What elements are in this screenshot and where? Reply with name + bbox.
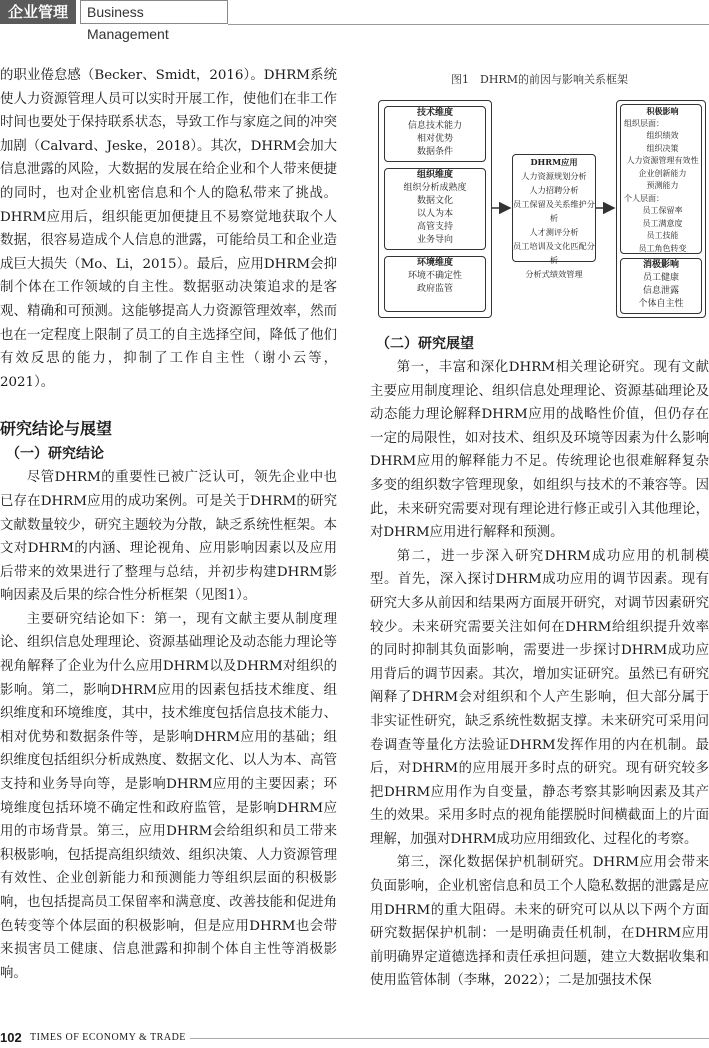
box-item: 组织决策 xyxy=(646,143,679,153)
page-header xyxy=(0,0,709,42)
box-item: 信息技术能力 xyxy=(407,121,462,131)
negative-impact-box xyxy=(620,258,702,314)
figure-1 xyxy=(370,70,709,320)
box-title: DHRM应用 xyxy=(530,157,578,167)
section-label-en: Business Management xyxy=(80,0,228,24)
box-item: 数据条件 xyxy=(416,147,453,157)
subsection-title: （一）研究结论 xyxy=(6,446,104,463)
box-item: 员工培训及文化匹配分析 xyxy=(513,241,595,265)
box-item: 信息泄露 xyxy=(642,286,679,296)
paragraph: 主要研究结论如下：第一，现有文献主要从制度理论、组织信息处理理论、资源基础理论及动态能力理论等视角解释了企业为什么应用DHRM以及DHRM对组织的影响。第二，影响DHRM应用的因素包括技术维度、组织维度和环境维度，其中，技术维度包括信息技术能力、相对优势和数据条件等，是影响DHRM应用的基础；组织维度包括组织分析成熟度、数据文化、以人为本、高管支持和业务导向等，是影响DHRM应用的主要因素；环境维度包括环境不确定性和政府监管，是影响DHRM应用的市场背景。第三，应用DHRM会给组织和员工带来积极影响，包括提高组织绩效、组织决策、人力资源管理有效性、企业创新能力和预测能力等组织层面的积极影响，也包括提高员工保留率和满意度、改善技能和促进角色转变等个体层面的积极影响，但是应用DHRM也会带来损害员工健康、信息泄露和抑制个体自主性等消极影响。 xyxy=(0,611,337,981)
box-item: 业务导向 xyxy=(416,235,453,245)
box-item: 组织绩效 xyxy=(646,131,679,140)
box-title: 技术维度 xyxy=(416,108,453,118)
box-item: 高管支持 xyxy=(416,222,453,232)
box-item: 以人为本 xyxy=(416,209,453,219)
box-item: 企业创新能力 xyxy=(638,168,687,178)
box-item: 员工保留率 xyxy=(642,206,683,215)
box-item: 员工保留及关系维护分析 xyxy=(513,199,595,223)
box-item: 员工健康 xyxy=(642,273,679,283)
box-item: 个体自主性 xyxy=(638,299,684,309)
box-item: 环境不确定性 xyxy=(407,271,462,281)
box-title: 环境维度 xyxy=(416,258,453,268)
page-footer xyxy=(0,1030,709,1048)
box-item: 预测能力 xyxy=(646,181,679,190)
subsection-title: （二）研究展望 xyxy=(376,336,474,352)
box-item: 分析式绩效管理 xyxy=(525,269,583,279)
footer-rule xyxy=(190,1038,709,1039)
box-item: 个人层面： xyxy=(624,193,664,203)
box-title: 积极影响 xyxy=(646,106,679,116)
box-item: 政府监管 xyxy=(416,284,453,294)
paragraph: 第一，丰富和深化DHRM相关理论研究。现有文献主要应用制度理论、组织信息处理理论、资源基础理论及动态能力理论解释DHRM应用的战略性价值，但仍存在一定的局限性，如对技术、组织及环境等因素为什么影响DHRM应用的解释能力不足。传统理论也很难解释复杂多变的组织数字管理现象，如组织与技术的不兼容等。因此，未来研究需要对现有理论进行修正或引入其他理论，对DHRM应用进行解释和预测。 xyxy=(370,360,709,541)
dhrm-application-box xyxy=(512,154,596,279)
box-item: 组织层面： xyxy=(624,118,664,128)
box-item: 数据文化 xyxy=(416,196,453,206)
box-title: 组织维度 xyxy=(416,170,453,180)
journal-name: TIMES OF ECONOMY & TRADE xyxy=(30,1032,186,1043)
box-item: 相对优势 xyxy=(416,134,453,144)
figure-caption: 图1 DHRM的前因与影响关系框架 xyxy=(451,73,628,86)
box-item: 人力资源规划分析 xyxy=(521,171,587,181)
paragraph: 尽管DHRM的重要性已被广泛认可，领先企业中也已存在DHRM应用的成功案例。可是关于DHRM的研究文献数量较少，研究主题较为分散，缺乏系统性框架。本文对DHRM的内涵、理论视角、应用影响因素以及应用后带来的效果进行了整理与总结，并初步构建DHRM影响因素及后果的综合性分析框架（见图1）。 xyxy=(0,470,337,604)
box-item: 员工技能 xyxy=(646,231,679,240)
paragraph: 的职业倦怠感（Becker、Smidt，2016）。DHRM系统使人力资源管理人员可以实时开展工作，使他们在非工作时间也要处于保持联系状态，导致工作与家庭之间的冲突加剧（Calvard、Jeske，2018）。其次，DHRM会加大信息泄露的风险，大数据的发展在给企业和个人带来便捷的同时，也对企业机密信息和个人的隐私带来了挑战。DHRM应用后，组织能更加便捷且不易察觉地获取个人数据，很容易造成个人信息的泄露，可能给员工和企业造成巨大损失（Mo、Li，2015）。最后，应用DHRM会抑制个体在工作领域的自主性。数据驱动决策追求的是客观、精确和可预测。这能够提高人力资源管理效率，然而也在一定程度上限制了员工的自主选择空间，降低了他们有效反思的能力，抑制了工作自主性（谢小云等，2021）。 xyxy=(0,68,337,390)
left-column xyxy=(0,64,337,985)
page-number: 102 xyxy=(0,1030,22,1045)
header-rule xyxy=(228,24,709,25)
box-item: 员工角色转变 xyxy=(638,243,687,253)
box-title: 消极影响 xyxy=(642,260,679,270)
box-item: 员工满意度 xyxy=(642,218,683,228)
paragraph: 第二，进一步深入研究DHRM成功应用的机制模型。首先，深入探讨DHRM成功应用的调节因素。现有研究大多从前因和结果两方面展开研究，对调节因素研究较少。未来研究需要关注如何在DHRM给组织提升效率的同时抑制其负面影响，需要进一步探讨DHRM成功应用背后的调节因素。其次，增加实证研究。虽然已有研究阐释了DHRM会对组织和个人产生影响，但大部分属于非实证性研究，缺乏系统性数据支撑。未来研究可采用问卷调查等量化方法验证DHRM发挥作用的内在机制。最后，对DHRM的应用展开多时点的研究。现有研究较多把DHRM应用作为自变量，静态考察其影响因素及其产生的效果。采用多时点的视角能摆脱时间横截面上的片面理解，加强对DHRM成功应用细致化、过程化的考察。 xyxy=(370,548,709,847)
box-item: 人力招聘分析 xyxy=(529,185,579,195)
box-item: 人才测评分析 xyxy=(529,227,579,237)
paragraph: 第三，深化数据保护机制研究。DHRM应用会带来负面影响，企业机密信息和员工个人隐私数据的泄露是应用DHRM的重大阻碍。未来的研究可以从以下两个方面研究数据保护机制：一是明确责任机制，在DHRM应用前明确界定道德选择和责任承担问题，建立大数据收集和使用监管体制（李琳，2022）；二是加强技术保 xyxy=(370,855,709,989)
section-title: 研究结论与展望 xyxy=(0,419,113,439)
box-item: 组织分析成熟度 xyxy=(403,183,467,193)
right-column xyxy=(370,332,709,993)
box-item: 人力资源管理有效性 xyxy=(626,156,699,165)
positive-impact-box xyxy=(620,104,702,254)
section-label-zh: 企业管理 xyxy=(0,0,76,24)
